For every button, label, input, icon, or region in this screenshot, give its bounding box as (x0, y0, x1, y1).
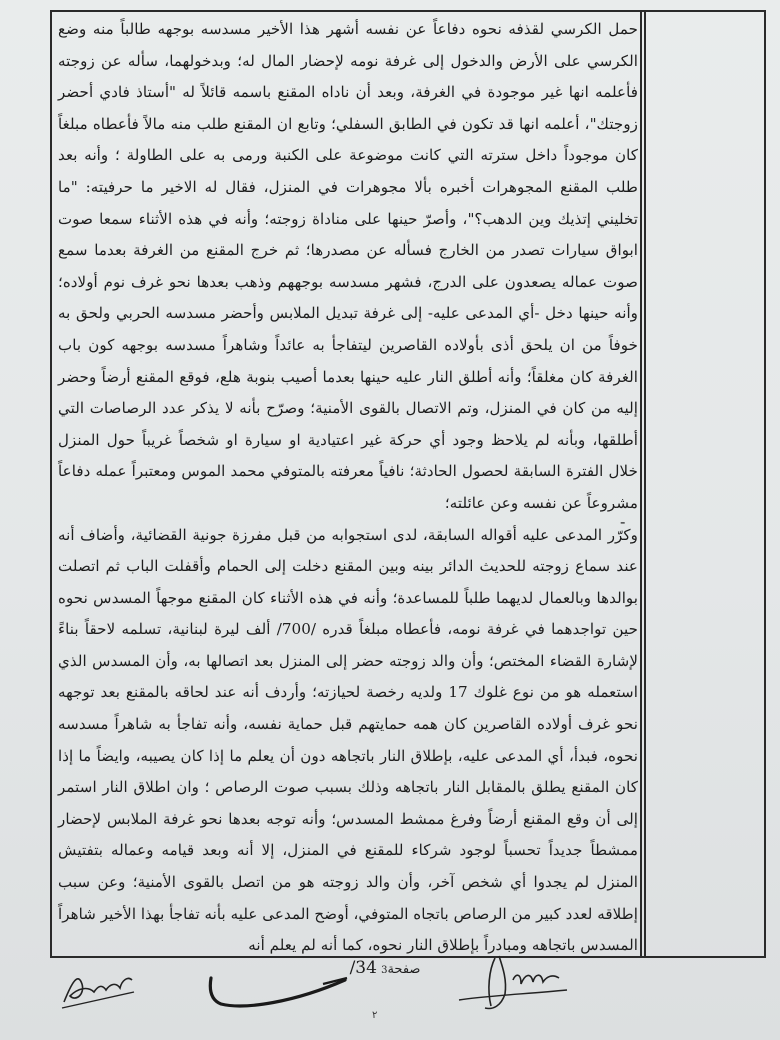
page-number-value: 34/ (349, 958, 377, 978)
signature-left-icon (58, 962, 138, 1012)
margin-dash: - (620, 512, 626, 531)
margin-column-rule (640, 10, 646, 958)
bottom-mark: ٢ (372, 1010, 378, 1021)
page-number (340, 958, 430, 978)
signature-right-icon (455, 950, 575, 1020)
signature-middle-icon (205, 970, 355, 1015)
document-body (58, 14, 638, 954)
page-label: صفحة (387, 962, 421, 977)
paragraph-2: وكرّر المدعى عليه أقواله السابقة، لدى استجوابه من قبل مفرزة جونية القضائية، وأضاف أنه عند سماع زوجته للحديث الدائر بينه وبين المقنع دخلت إلى الحمام وأقفلت الباب ثم اتصلت بوالدها وبالعمال لديهما طلباً للمساعدة؛ وأنه في هذه الأثناء كان المقنع موجهاً المسدس نحوه حين تواجدهما في غرفة نومه، فأعطاه مبلغاً قدره /700/ ألف ليرة لبنانية، تسلمه لاحقاً بناءً لإشارة القضاء المختص؛ وأن والد زوجته حضر إلى المنزل بعد اتصالها به، وأن المسدس الذي استعمله هو من نوع غلوك 17 ولديه رخصة لحيازته؛ وأردف أنه عند لحاقه بالمقنع بعد توجهه نحو غرف أولاده القاصرين كان همه حمايتهم قبل حماية نفسه، وأنه تفاجأ به شاهراً مسدسه نحوه، فبدأ، أي المدعى عليه، بإطلاق النار باتجاهه دون أن يعلم ما إذا كان يصيبه، وايضاً ما إذا كان المقنع يطلق بالمقابل النار باتجاهه وذلك بسبب صوت الرصاص ؛ وان اطلاق النار استمر إلى أن وقع المقنع أرضاً وفرغ ممشط المسدس؛ وأنه توجه بعدها نحو غرفة الملابس لإحضار ممشطاً جديداً تحسباً لوجود شركاء للمقنع في المنزل، إلا أنه وبعد قيامه وعماله بتفتيش المنزل لم يجدوا أي شخص آخر، وأن والد زوجته هو من اتصل بالقوى الأمنية؛ وعن سبب إطلاقه لعدد كبير من الرصاص باتجاه المتوفي، أوضح المدعى عليه بأنه تفاجأ بهذا الأخير شاهراً المسدس باتجاهه ومبادراً بإطلاق النار نحوه، كما أنه لم يعلم أنه (58, 525, 639, 955)
page-small: 3 (381, 965, 388, 976)
paragraph-1: حمل الكرسي لقذفه نحوه دفاعاً عن نفسه أشهر هذا الأخير مسدسه بوجهه طالباً منه وضع الكرسي على الأرض والدخول إلى غرفة نومه لإحضار المال له؛ وبدخولهما، سأله عن زوجته فأعلمه انها غير موجودة في الغرفة، وبعد أن ناداه المقنع باسمه قائلاً له "أستاذ فادي أحضر زوجتك"، أعلمه انها قد تكون في الطابق السفلي؛ وتابع ان المقنع طلب منه مالاً فأعطاه مبلغاً كان موجوداً داخل سترته التي كانت موضوعة على الكنبة ورمى به على الطاولة ؛ وأنه بعد طلب المقنع المجوهرات أخبره بألا مجوهرات في المنزل، فقال له الاخير ما حرفيته: "ما تخليني إتذيك وين الدهب؟"، وأصرّ حينها على مناداة زوجته؛ وأنه في هذه الأثناء سمعا صوت ابواق سيارات تصدر من الخارج فسأله عن مصدرها؛ ثم خرج المقنع من الغرفة بعدما سمع صوت عماله يصعدون على الدرج، فشهر مسدسه بوجههم وذهب بعدها نحو غرف نوم أولاده؛ وأنه حينها دخل -أي المدعى عليه- إلى غرفة تبديل الملابس وأحضر مسدسه الحربي ولحق به خوفاً من ان يلحق أذى بأولاده القاصرين ليتفاجأ به عائداً وشاهراً مسدسه بوجهه كون باب الغرفة كان مغلقاً؛ وأنه أطلق النار عليه حينها بعدما أصيب بنوبة هلع، فوقع المقنع أرضاً وحضر إليه من كان في المنزل، وتم الاتصال بالقوى الأمنية؛ وصرّح بأنه لا يذكر عدد الرصاصات التي أطلقها، وبأنه لم يلاحظ وجود أي حركة غير اعتيادية او سيارة او شخصاً غريباً حول المنزل خلال الفترة السابقة لحصول الحادثة؛ نافياً معرفته بالمتوفي محمد الموس ومعتبراً عمله دفاعاً مشروعاً عن نفسه وعن عائلته؛ (58, 20, 638, 512)
